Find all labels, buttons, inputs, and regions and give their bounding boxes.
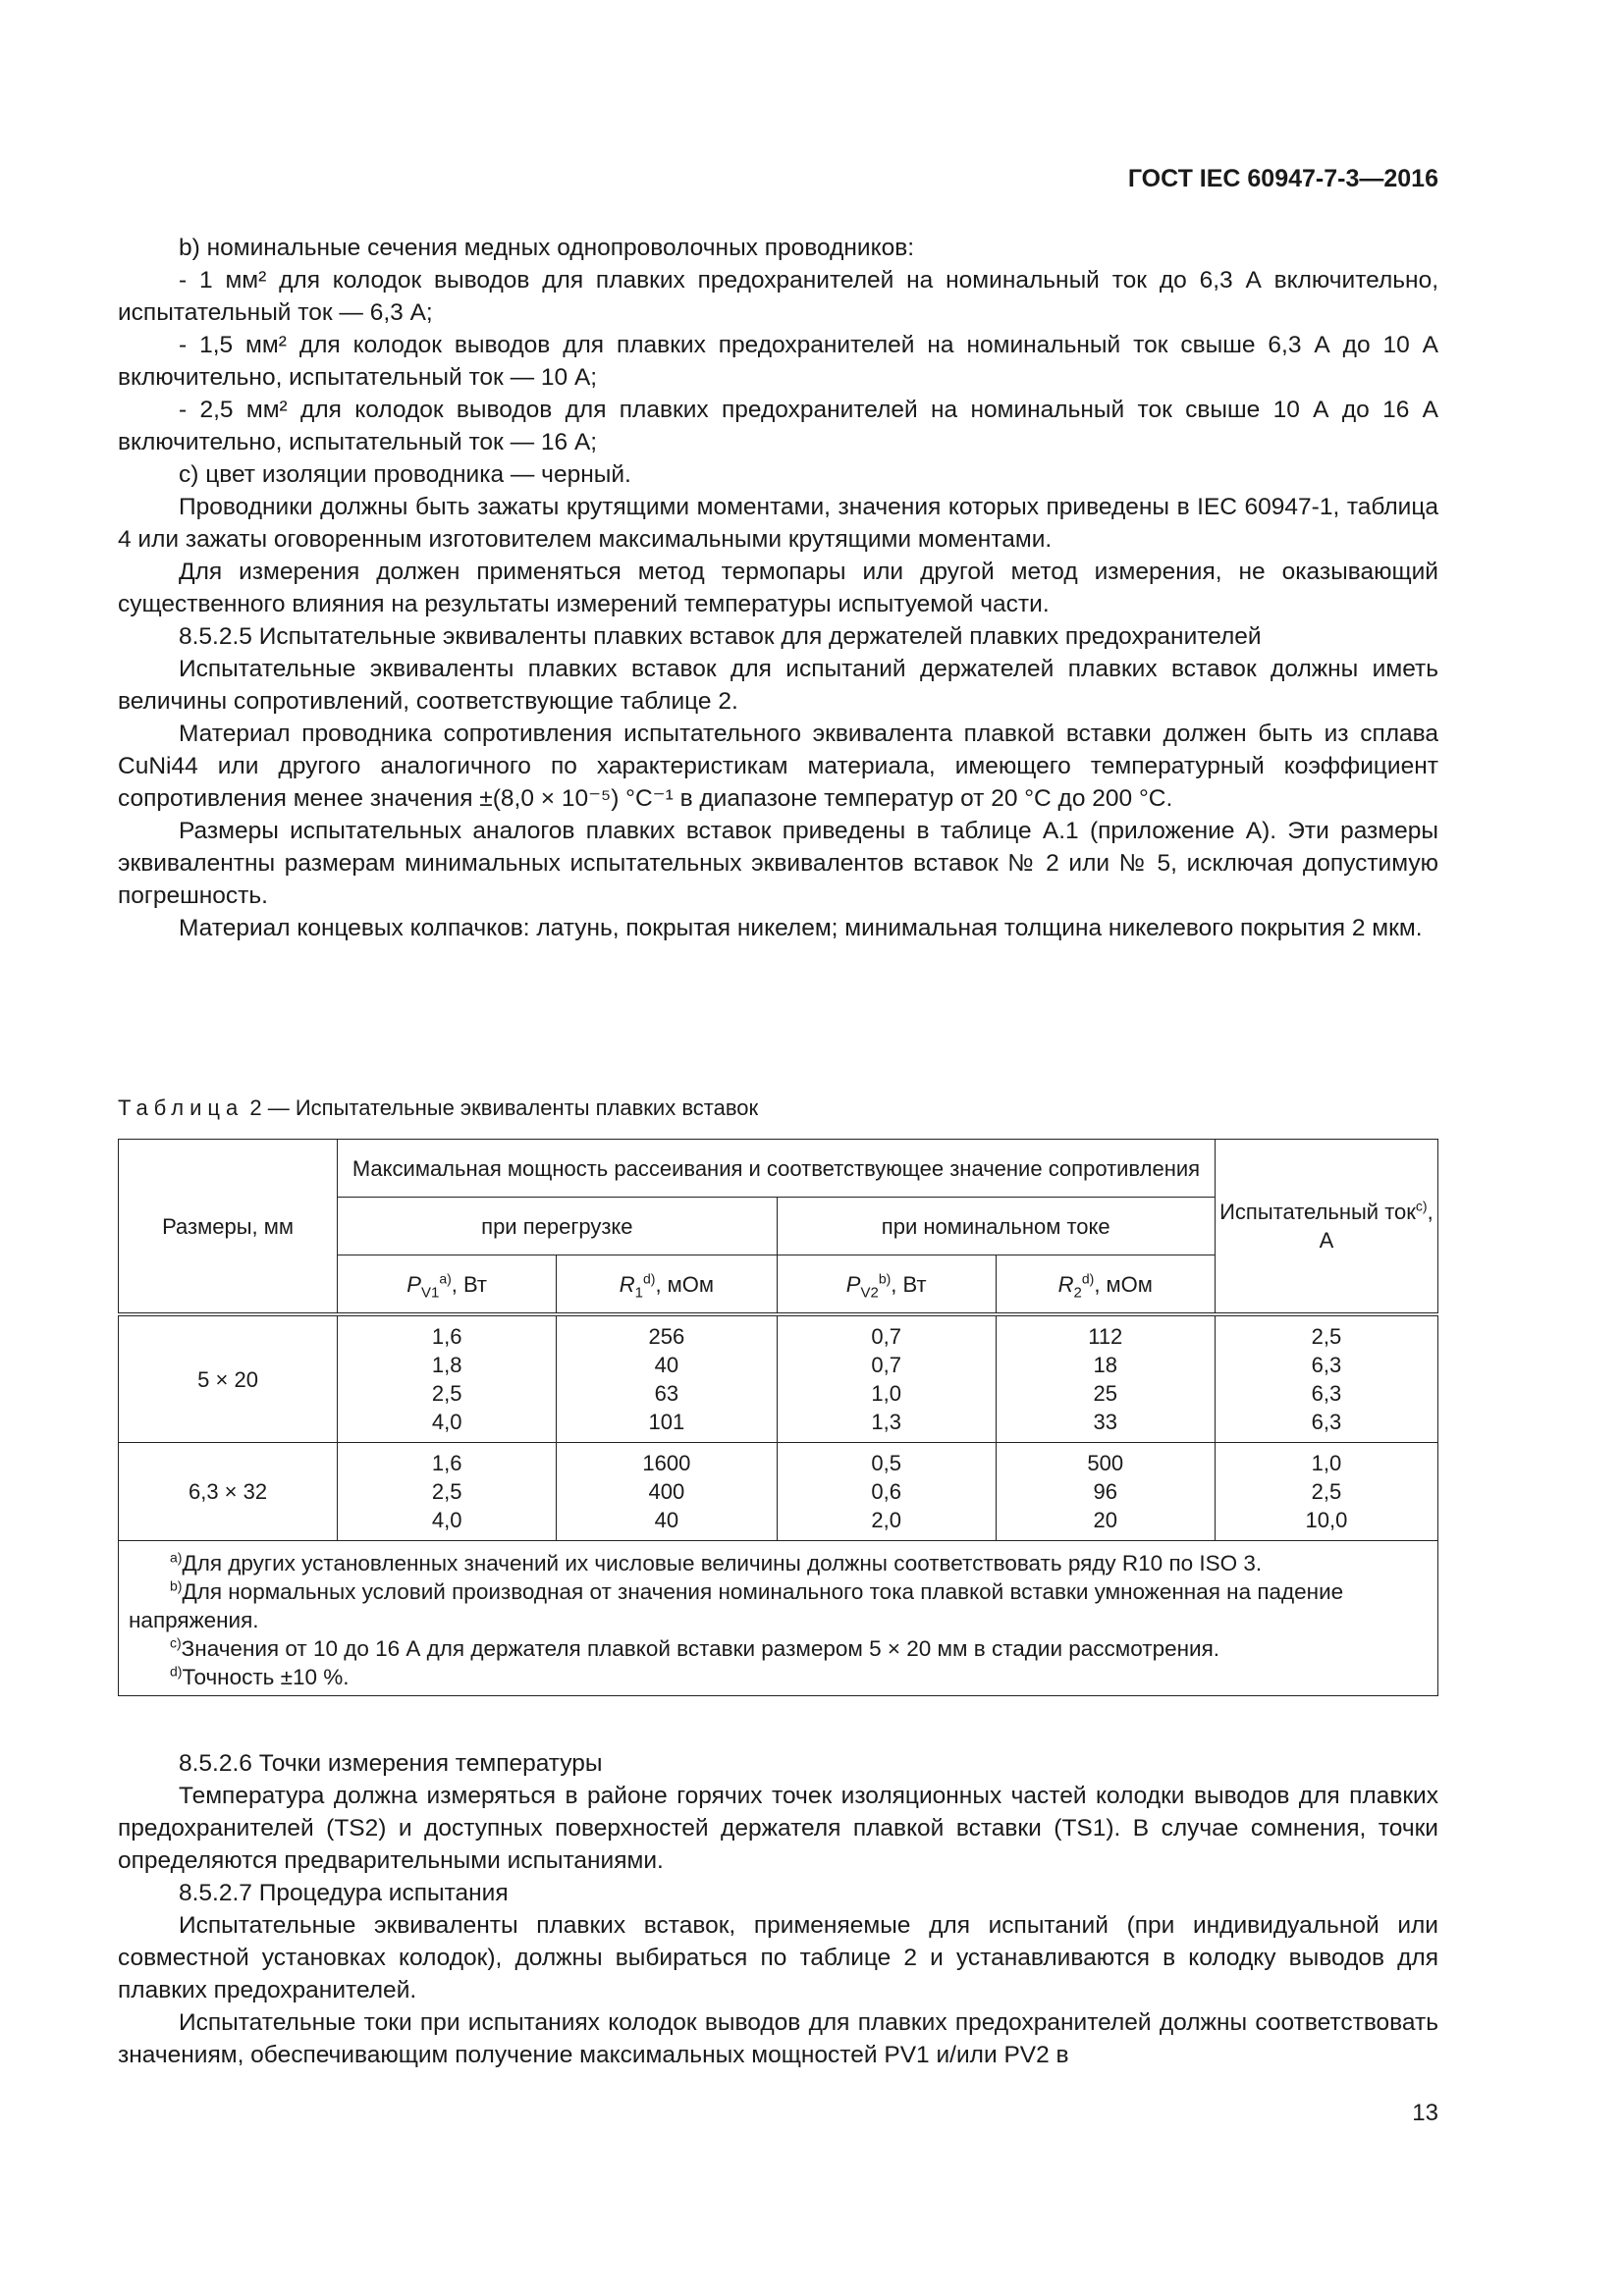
caption-text: 2 — Испытательные эквиваленты плавких вставок <box>249 1095 759 1120</box>
paragraph: b) номинальные сечения медных однопроволочных проводников: <box>179 235 915 261</box>
header-size: Размеры, мм <box>119 1140 338 1315</box>
header-nominal: при номинальном токе <box>777 1198 1215 1255</box>
header-test-current: Испытательный ток$^{c)}$, А <box>1215 1140 1437 1315</box>
paragraph: Испытательные эквиваленты плавких вставок для испытаний держателей плавких вставок должны иметь величины сопротивлений, соответствующие таблице 2. <box>118 656 1438 715</box>
table-row <box>119 1443 1438 1541</box>
paragraph: - 1 мм² для колодок выводов для плавких предохранителей на номинальный ток до 6,3 А включительно, испытательный ток — 6,3 А; <box>118 267 1438 326</box>
body-text-bottom <box>118 1747 1438 2071</box>
footnote: $^{a)}$Для других установленных значений их числовые величины должны соответствовать ряду R10 по ISO 3. <box>170 1549 1263 1575</box>
document-header: ГОСТ IEC 60947-7-3—2016 <box>1127 165 1438 192</box>
table-caption <box>118 1092 758 1124</box>
footnote: $^{b)}$Для нормальных условий производная от значения номинального тока плавкой вставки умноженная на падение напряжения. <box>129 1577 1344 1632</box>
paragraph: - 2,5 мм² для колодок выводов для плавких предохранителей на номинальный ток свыше 10 А до 16 А включительно, испытательный ток — 16 А; <box>118 397 1438 455</box>
paragraph: Испытательные токи при испытаниях колодок выводов для плавких предохранителей должны соответствовать значениям, обеспечивающим получение максимальных мощностей PV1 и/или PV2 в <box>118 2009 1438 2068</box>
table-2 <box>118 1139 1438 1696</box>
cell-size: 5 × 20 <box>119 1314 338 1443</box>
footnote: $^{d)}$Точность ±10 %. <box>170 1663 350 1689</box>
cell-r2: 112 18 25 33 <box>996 1314 1215 1443</box>
column-header: $P_{V2}^{b)}$, Вт <box>777 1255 996 1315</box>
cell-pv2: 0,5 0,6 2,0 <box>777 1443 996 1541</box>
body-text-top <box>118 232 1438 944</box>
cell-i: 2,5 6,3 6,3 6,3 <box>1215 1314 1437 1443</box>
cell-size: 6,3 × 32 <box>119 1443 338 1541</box>
caption-label: Таблица <box>118 1095 244 1120</box>
paragraph: - 1,5 мм² для колодок выводов для плавких предохранителей на номинальный ток свыше 6,3 А до 10 А включительно, испытательный ток — 10 А; <box>118 332 1438 391</box>
cell-i: 1,0 2,5 10,0 <box>1215 1443 1437 1541</box>
column-header: $R_2^{d)}$, мОм <box>996 1255 1215 1315</box>
paragraph: Для измерения должен применяться метод термопары или другой метод измерения, не оказывающий существенного влияния на результаты измерений температуры испытуемой части. <box>118 559 1438 617</box>
paragraph: 8.5.2.5 Испытательные эквиваленты плавких вставок для держателей плавких предохранителей <box>179 623 1262 650</box>
page-number: 13 <box>1412 2100 1438 2126</box>
footnote: $^{c)}$Значения от 10 до 16 А для держателя плавкой вставки размером 5 × 20 мм в стадии рассмотрения. <box>170 1634 1220 1661</box>
paragraph: Испытательные эквиваленты плавких вставок, применяемые для испытаний (при индивидуальной или совместной установках колодок), должны выбираться по таблице 2 и устанавливаются в колодку выводов для плавких предохранителей. <box>118 1912 1438 2003</box>
cell-pv1: 1,6 2,5 4,0 <box>338 1443 557 1541</box>
paragraph: Размеры испытательных аналогов плавких вставок приведены в таблице А.1 (приложение А). Эти размеры эквивалентны размерам минимальных испытательных эквивалентов вставок № 2 или № 5, исключая допустимую погрешность. <box>118 818 1438 909</box>
column-header: $P_{V1}^{a)}$, Вт <box>338 1255 557 1315</box>
column-header: $R_1^{d)}$, мОм <box>557 1255 777 1315</box>
table-footnotes <box>119 1541 1438 1696</box>
cell-pv2: 0,7 0,7 1,0 1,3 <box>777 1314 996 1443</box>
cell-r1: 1600 400 40 <box>557 1443 777 1541</box>
header-overload: при перегрузке <box>338 1198 778 1255</box>
paragraph: c) цвет изоляции проводника — черный. <box>179 461 631 488</box>
paragraph: Материал проводника сопротивления испытательного эквивалента плавкой вставки должен быть из сплава CuNi44 или другого аналогичного по характеристикам материала, имеющего температурный коэффициент сопротивления менее значения ±(8,0 × 10⁻⁵) °C⁻¹ в диапазоне температур от 20 °C до 200 °C. <box>118 721 1438 812</box>
table-row <box>119 1314 1438 1443</box>
paragraph: Температура должна измеряться в районе горячих точек изоляционных частей колодки выводов для плавких предохранителей (TS2) и доступных поверхностей держателя плавкой вставки (TS1). В случае сомнения, точки определяются предварительными испытаниями. <box>118 1783 1438 1874</box>
paragraph: 8.5.2.6 Точки измерения температуры <box>179 1750 603 1777</box>
cell-r1: 256 40 63 101 <box>557 1314 777 1443</box>
paragraph: 8.5.2.7 Процедура испытания <box>179 1880 509 1906</box>
cell-pv1: 1,6 1,8 2,5 4,0 <box>338 1314 557 1443</box>
cell-r2: 500 96 20 <box>996 1443 1215 1541</box>
paragraph: Материал концевых колпачков: латунь, покрытая никелем; минимальная толщина никелевого покрытия 2 мкм. <box>179 915 1423 941</box>
header-max-power: Максимальная мощность рассеивания и соответствующее значение сопротивления <box>338 1140 1216 1198</box>
paragraph: Проводники должны быть зажаты крутящими моментами, значения которых приведены в IEC 60947-1, таблица 4 или зажаты оговоренным изготовителем максимальными крутящими моментами. <box>118 494 1438 553</box>
